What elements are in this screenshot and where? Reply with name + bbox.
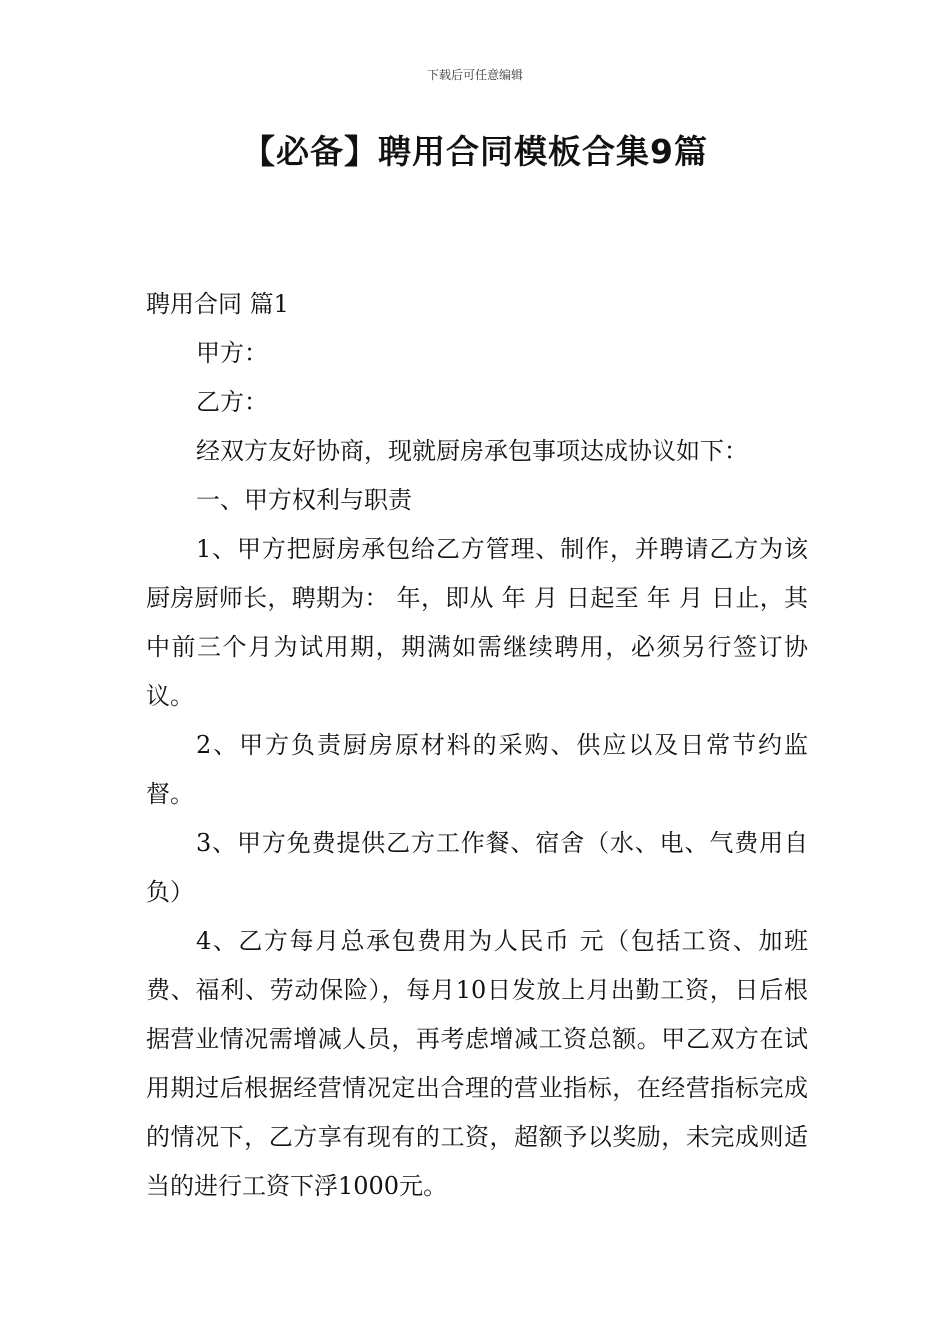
clause-3: 3、甲方免费提供乙方工作餐、宿舍（水、电、气费用自负）	[146, 829, 808, 906]
document-body	[146, 280, 808, 1211]
document-title: 【必备】聘用合同模板合集9篇	[242, 132, 708, 171]
clause-4: 4、乙方每月总承包费用为人民币 元（包括工资、加班费、福利、劳动保险），每月10日发放上月出勤工资，日后根据营业情况需增减人员，再考虑增减工资总额。甲乙双方在试用期过后根据经营情况定出合理的营业指标，在经营指标完成的情况下，乙方享有现有的工资，超额予以奖励，未完成则适当的进行工资下浮1000元。	[146, 927, 808, 1200]
header-note: 下载后可任意编辑	[426, 68, 523, 82]
party-b-line: 乙方：	[196, 388, 268, 416]
party-a-line: 甲方：	[196, 339, 268, 367]
agreement-intro: 经双方友好协商，现就厨房承包事项达成协议如下：	[196, 437, 748, 465]
clause-2: 2、甲方负责厨房原材料的采购、供应以及日常节约监督。	[146, 731, 808, 808]
clause-1: 1、甲方把厨房承包给乙方管理、制作，并聘请乙方为该厨房厨师长，聘期为： 年，即从 年 月 日起至 年 月 日止，其中前三个月为试用期，期满如需继续聘用，必须另行签订协议。	[146, 535, 808, 710]
clause-heading-1: 一、甲方权利与职责	[196, 486, 412, 514]
section-heading: 聘用合同 篇1	[146, 290, 289, 318]
